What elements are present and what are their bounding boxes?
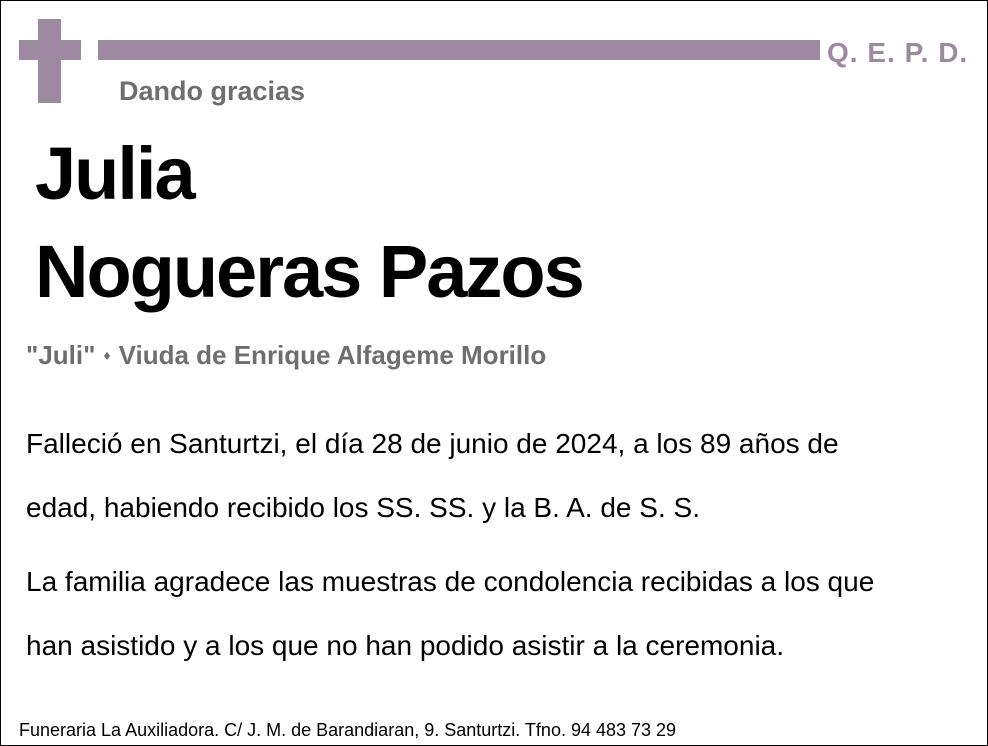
funeral-home-footer: Funeraria La Auxiliadora. C/ J. M. de Barandiaran, 9. Santurtzi. Tfno. 94 483 73 29 xyxy=(19,720,677,740)
first-name: Julia xyxy=(35,132,194,215)
surnames: Nogueras Pazos xyxy=(35,230,583,313)
paragraph-line: edad, habiendo recibido los SS. SS. y la B. A. de S. S. xyxy=(26,492,700,523)
relation: Viuda de Enrique Alfageme Morillo xyxy=(118,340,547,370)
paragraph-line: Falleció en Santurtzi, el día 28 de junio de 2024, a los 89 años de xyxy=(26,428,839,459)
paragraph-line: han asistido y a los que no han podido asistir a la ceremonia. xyxy=(26,630,785,661)
qepd-label: Q. E. P. D. xyxy=(827,37,969,68)
intro-text: Dando gracias xyxy=(119,76,306,106)
cross-icon xyxy=(38,19,61,103)
subline xyxy=(26,339,546,371)
nickname: "Juli" xyxy=(26,340,96,370)
header-bar xyxy=(98,40,820,60)
death-notice-paragraph xyxy=(26,412,839,540)
paragraph-line: La familia agradece las muestras de condolencia recibidas a los que xyxy=(26,566,875,597)
cross-icon-arm xyxy=(19,40,81,60)
gratitude-paragraph xyxy=(26,550,874,678)
diamond-separator-icon: ♦ xyxy=(103,347,111,363)
